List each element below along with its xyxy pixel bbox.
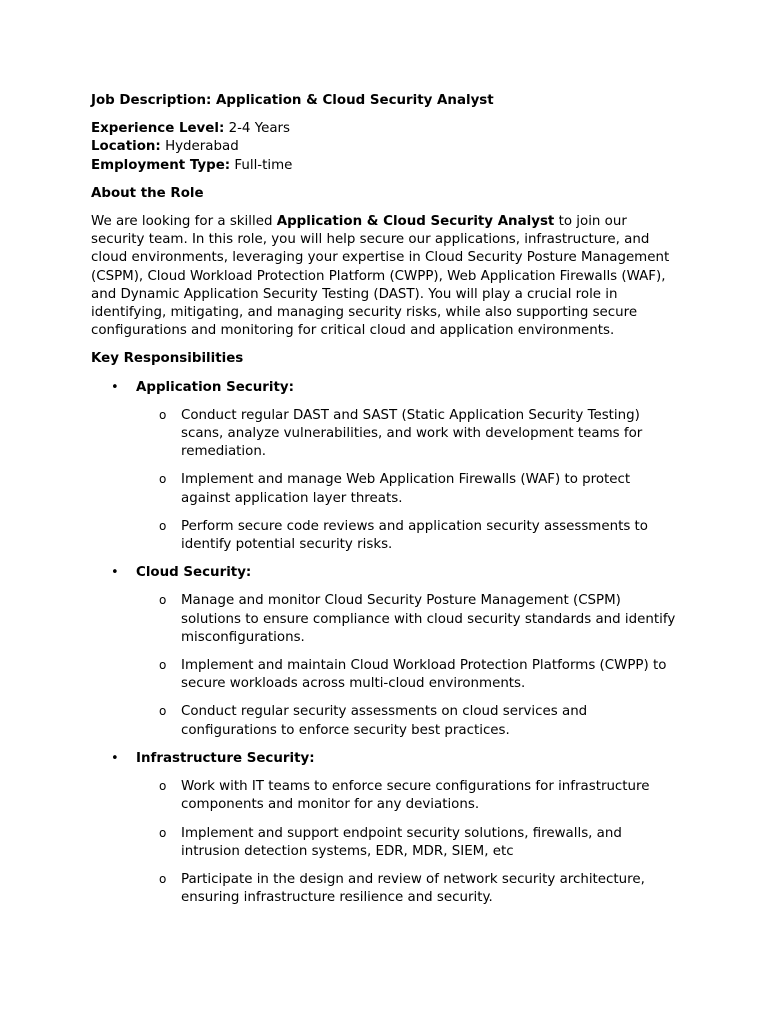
sub-bullet-icon: o xyxy=(159,407,167,422)
section-title: Cloud Security: xyxy=(136,565,252,581)
document-title: Job Description: Application & Cloud Security Analyst xyxy=(91,93,494,108)
intro-text: We are looking for a skilled xyxy=(91,214,277,230)
list-item-text: Work with IT teams to enforce secure configurations for infrastructure components and monitor for any deviations. xyxy=(181,779,650,813)
sub-bullet-icon: o xyxy=(159,658,167,673)
list-item-text: Manage and monitor Cloud Security Posture Management (CSPM) solutions to ensure compliance with cloud security standards and identify misconfigurations. xyxy=(181,593,676,645)
sub-bullet-icon: o xyxy=(159,518,167,533)
sub-bullet-icon: o xyxy=(159,825,167,840)
section-items xyxy=(136,592,683,739)
document-page xyxy=(91,92,683,917)
list-item-text: Conduct regular security assessments on cloud services and configurations to enforce security best practices. xyxy=(181,704,588,738)
meta-location xyxy=(91,138,683,156)
meta-experience xyxy=(91,120,683,138)
list-item-text: Implement and support endpoint security solutions, firewalls, and intrusion detection systems, EDR, MDR, SIEM, etc xyxy=(181,825,622,859)
section-title: Infrastructure Security: xyxy=(136,750,315,766)
about-paragraph xyxy=(91,213,683,340)
list-item xyxy=(136,703,683,739)
section-application-security xyxy=(91,379,683,555)
bullet-icon: • xyxy=(111,750,119,766)
bullet-icon: • xyxy=(111,379,119,395)
sub-bullet-icon: o xyxy=(159,593,167,608)
list-item xyxy=(136,471,683,507)
section-infrastructure-security xyxy=(91,750,683,907)
list-item xyxy=(136,778,683,814)
responsibilities-heading: Key Responsibilities xyxy=(91,351,244,367)
meta-value: 2-4 Years xyxy=(228,121,291,137)
list-item xyxy=(136,592,683,647)
sub-bullet-icon: o xyxy=(159,779,167,794)
meta-label: Experience Level: xyxy=(91,121,225,137)
list-item-text: Conduct regular DAST and SAST (Static Application Security Testing) scans, analyze vulnerabilities, and work with development teams for remediation. xyxy=(181,407,643,460)
about-heading: About the Role xyxy=(91,185,204,201)
sub-bullet-icon: o xyxy=(159,472,167,487)
bullet-icon: • xyxy=(111,565,119,581)
list-item-text: Perform secure code reviews and application security assessments to identify potential security risks. xyxy=(181,518,648,553)
list-item xyxy=(136,407,683,462)
list-item xyxy=(136,871,683,907)
meta-value: Full-time xyxy=(234,157,293,173)
list-item-text: Participate in the design and review of network security architecture, ensuring infrastructure resilience and security. xyxy=(181,871,645,906)
intro-text: to join our security team. In this role, you will help secure our applications, infrastructure, and cloud environments, leveraging your expertise in Cloud Security Posture Management (CSPM), Cloud Workload Protection Platform (CWPP), Web Application Firewalls (WAF), and Dynamic Application Security Testing (DAST). You will play a crucial role in identifying, mitigating, and managing security risks, while also supporting secure configurations and monitoring for critical cloud and application environments. xyxy=(91,214,670,339)
meta-value: Hyderabad xyxy=(165,139,239,155)
list-item-text: Implement and maintain Cloud Workload Protection Platforms (CWPP) to secure workloads across multi-cloud environments. xyxy=(181,658,667,692)
list-item xyxy=(136,518,683,554)
section-title: Application Security: xyxy=(136,379,294,395)
job-meta xyxy=(91,120,683,175)
sub-bullet-icon: o xyxy=(159,704,167,719)
list-item-text: Implement and manage Web Application Firewalls (WAF) to protect against application layer threats. xyxy=(181,472,631,506)
section-items xyxy=(136,407,683,554)
section-items xyxy=(136,778,683,907)
list-item xyxy=(136,825,683,861)
intro-role-name: Application & Cloud Security Analyst xyxy=(276,214,555,230)
meta-employment-type xyxy=(91,157,683,175)
list-item xyxy=(136,657,683,693)
responsibility-sections xyxy=(91,379,683,908)
meta-label: Location: xyxy=(91,139,161,155)
meta-label: Employment Type: xyxy=(91,157,231,173)
section-cloud-security xyxy=(91,564,683,740)
sub-bullet-icon: o xyxy=(159,871,167,886)
